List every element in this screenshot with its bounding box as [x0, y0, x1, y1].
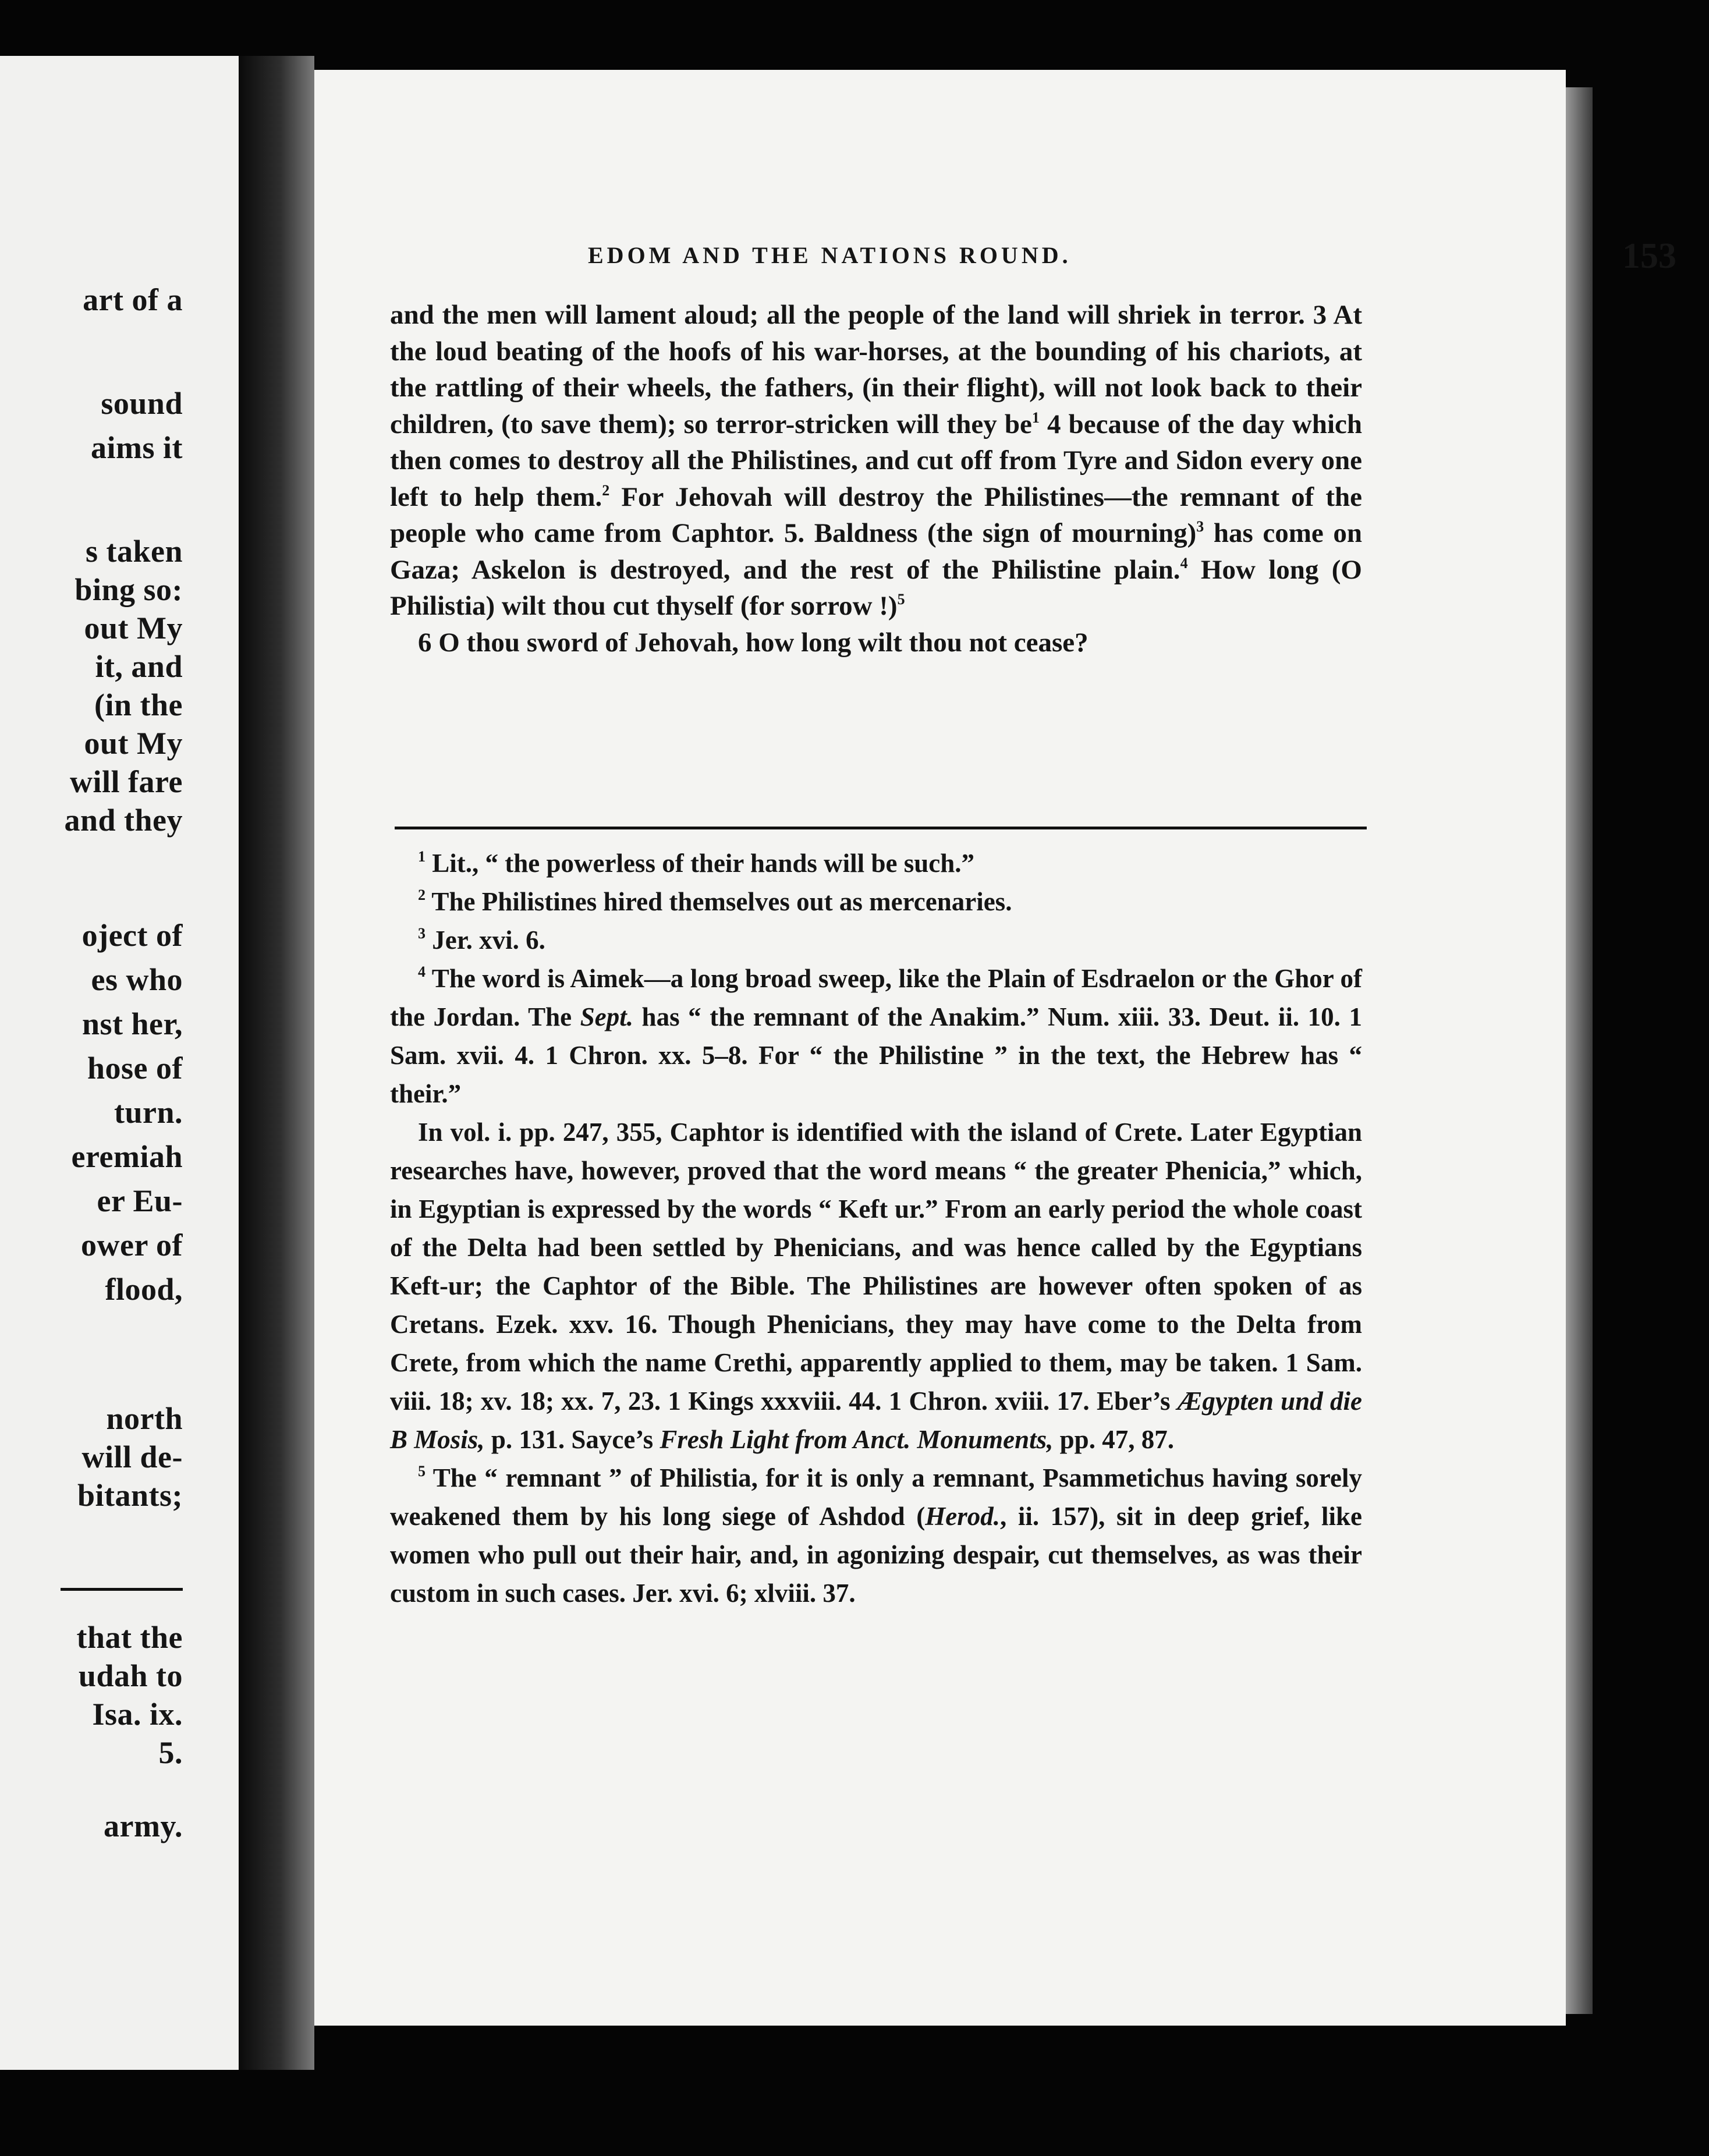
- left-fragment: 5.: [158, 1735, 183, 1770]
- left-fragment: udah to: [78, 1658, 183, 1693]
- left-fragment: (in the: [94, 687, 183, 722]
- running-head: [588, 236, 1676, 282]
- footnote-5: $^5$ The “ remnant ” of Philistia, for it is only a remnant, Psammetichus having sorely weakened them by his long siege of Ashdod (Herod., ii. 157), sit in deep grief, like women who pull out their hair, and, in agonizing despair, cut themselves, as was their custom in such cases. Jer. xvi. 6; xlviii. 37.: [390, 1463, 1362, 1608]
- left-fragment: nst her,: [81, 1006, 183, 1041]
- left-fragment: will fare: [70, 764, 183, 799]
- italic-term: Sept.: [580, 1002, 633, 1031]
- book-gutter: [239, 56, 314, 2070]
- footnote-3: $^3$ Jer. xvi. 6.: [418, 925, 545, 955]
- footnote-mark: 2: [418, 886, 426, 903]
- footnote-mark: 4: [418, 963, 426, 980]
- left-fragment: es who: [91, 962, 183, 997]
- italic-title: Fresh Light from Anct. Monuments,: [660, 1425, 1054, 1454]
- left-fragment: that the: [76, 1620, 183, 1655]
- footnote-2: $^2$ The Philistines hired themselves out as mercenaries.: [418, 886, 1012, 916]
- left-fragment: hose of: [87, 1051, 183, 1086]
- footnote-marker: 1: [1031, 409, 1040, 426]
- left-fragment: flood,: [105, 1272, 183, 1307]
- page-number: 153: [1622, 236, 1676, 276]
- left-facing-page: [0, 56, 239, 2070]
- left-fragment: ower of: [81, 1228, 183, 1263]
- footnote-mark: 3: [418, 925, 426, 942]
- paragraph: and the men will lament aloud; all the people of the land will shriek in terror. 3 At the loud beating of the hoofs of his war-horses, at the bounding of his chariots, at the rattling of their wheels, the fathers, (in their flight), will not look back to their children, (to save them); so terror-stricken will they $be^1$ 4 because of the day which then comes to destroy all the Philistines, and cut off from Tyre and Sidon every one left to help them.$^2$ For Jehovah will destroy the Philistines—the remnant of the people who came from Caphtor. 5. Baldness (the sign of mourning)$^3$ has come on Gaza; Askelon is destroyed, and the rest of the Philistine plain.$^4$ How long (O Philistia) wilt thou cut thyself (for sorrow !)$^5$: [390, 300, 1362, 621]
- left-fragment: Isa. ix.: [92, 1697, 183, 1732]
- page-edge: [1566, 87, 1593, 2014]
- left-fragment: sound: [101, 386, 183, 421]
- paragraph: 6 O thou sword of Jehovah, how long wilt thou not cease?: [418, 627, 1088, 658]
- left-fragment: bitants;: [77, 1478, 183, 1513]
- left-fragment: er Eu-: [97, 1183, 183, 1218]
- left-fragment: will de-: [81, 1439, 183, 1474]
- left-fragment: and they: [64, 803, 183, 838]
- left-fragment: it, and: [95, 649, 183, 684]
- left-fragment: oject of: [81, 918, 183, 953]
- left-fragment: out My: [84, 726, 183, 761]
- left-fragment: army.: [104, 1809, 183, 1843]
- running-head-title: EDOM AND THE NATIONS ROUND.: [588, 242, 1072, 268]
- footnote-marker: 2: [602, 481, 610, 499]
- footnote-mark: 5: [418, 1463, 426, 1480]
- footnote-4: $^4$ The word is Aimek—a long broad sweep, like the Plain of Esdraelon or the Ghor of the Jordan. The Sept. has “ the remnant of the Anakim.” Num. xiii. 33. Deut. ii. 10. 1 Sam. xvii. 4. 1 Chron. xx. 5–8. For “ the Philistine ” in the text, the Hebrew has “ their.”: [390, 963, 1363, 1108]
- left-fragment: turn.: [114, 1095, 183, 1130]
- footnote-marker: 5: [897, 591, 905, 608]
- italic-title: Ægypten und die B Mosis,: [390, 1386, 1362, 1454]
- footnotes: [390, 844, 1362, 1612]
- left-fragment: eremiah: [71, 1139, 183, 1174]
- left-fragment: aims it: [91, 430, 183, 465]
- left-fragment: art of a: [83, 282, 183, 317]
- left-fragment: north: [106, 1401, 183, 1436]
- footnote-4-continuation: In vol. i. pp. 247, 355, Caphtor is identified with the island of Crete. Later Egyptian researches have, however, proved that the word means “ the greater Phenicia,” which, in Egyptian is expressed by the words “ Keft ur.” From an early period the whole coast of the Delta had been settled by Phenicians, and was hence called by the Egyptians Keft-ur; the Caphtor of the Bible. The Philistines are however often spoken of as Cretans. Ezek. xxv. 16. Though Phenicians, they may have come to the Delta from Crete, from which the name Crethi, apparently applied to them, may be taken. 1 Sam. viii. 18; xv. 18; xx. 7, 23. 1 Kings xxxviii. 44. 1 Chron. xviii. 17. Eber’s Ægypten und die B Mosis, p. 131. Sayce’s Fresh Light from Anct. Monuments, pp. 47, 87.: [390, 1118, 1362, 1454]
- footnote-marker: 3: [1196, 518, 1204, 535]
- footnote-1: $^1$ Lit., “ the powerless of their hands will be such.”: [418, 848, 974, 878]
- italic-term: Herod.: [925, 1502, 1000, 1531]
- book-page: [314, 70, 1676, 2026]
- main-text: [390, 297, 1362, 661]
- footnote-divider: [395, 827, 1367, 829]
- left-footnote-rule: [61, 1588, 183, 1591]
- footnote-mark: 1: [418, 848, 426, 865]
- left-fragment: s taken: [85, 534, 183, 569]
- left-fragment: out My: [84, 611, 183, 646]
- left-fragment: bing so:: [75, 572, 183, 607]
- footnote-marker: 4: [1180, 554, 1188, 572]
